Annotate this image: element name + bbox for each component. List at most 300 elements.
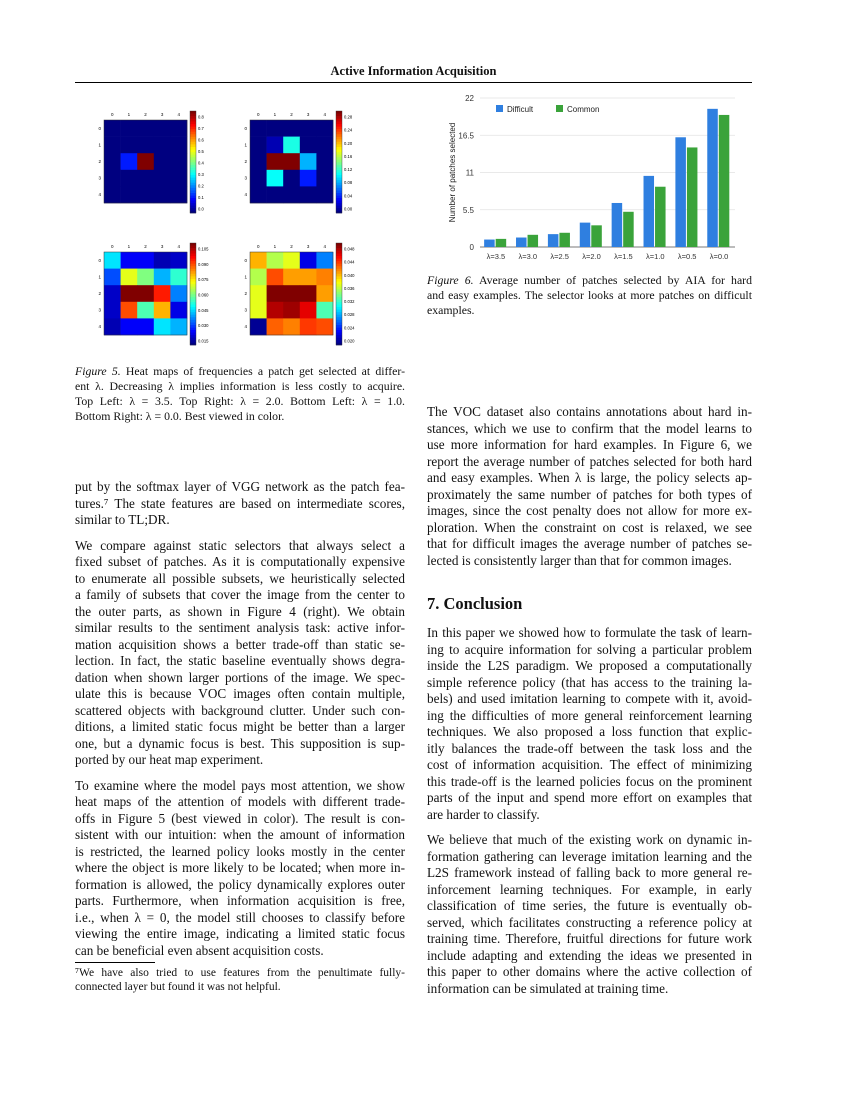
colorbar-segment [336, 149, 342, 152]
legend-label: Common [567, 105, 600, 114]
heatmap-cell [154, 285, 171, 302]
x-tick-label: 1 [273, 112, 277, 117]
y-tick-label: 0 [98, 257, 101, 263]
colorbar-segment [336, 289, 342, 292]
paragraph [75, 538, 405, 769]
colorbar-segment [336, 309, 342, 312]
colorbar-segment [190, 335, 196, 338]
colorbar-segment [336, 330, 342, 333]
colorbar-segment [190, 325, 196, 328]
colorbar-segment [336, 291, 342, 294]
paragraph [427, 832, 752, 997]
x-tick-label: 3 [306, 112, 310, 117]
colorbar-segment [336, 157, 342, 160]
heatmap-cell [283, 137, 300, 154]
colorbar-segment [190, 159, 196, 162]
colorbar-tick-label: 0.030 [198, 323, 209, 329]
heatmap-cell [250, 120, 267, 137]
text-line: inside the L2S paradigm. We proposed a computationally [427, 658, 752, 673]
colorbar-tick-label: 0.090 [198, 261, 209, 267]
bar-common [496, 239, 507, 247]
colorbar-segment [190, 147, 196, 150]
x-tick-label: 2 [144, 112, 147, 117]
heatmap-cell [250, 269, 267, 286]
colorbar-tick-label: 0.28 [344, 114, 353, 120]
text-line: We believe that much of the existing work on dynamic in- [427, 832, 752, 847]
x-tick-label: 3 [160, 112, 164, 117]
text-line: can be beneficial even absent acquisition costs. [75, 942, 324, 958]
heatmap-cell [250, 318, 267, 335]
text-line: lection. In fact, the static baseline eventually shows degra- [75, 653, 405, 668]
colorbar-segment [190, 116, 196, 119]
x-tick-label: λ=0.5 [677, 252, 697, 261]
colorbar-tick-label: 0.040 [344, 272, 355, 278]
bar-difficult [675, 137, 686, 247]
heatmap-cell [121, 170, 138, 187]
text-line: to enumerate all possible subsets, we heuristically selected [75, 570, 405, 586]
colorbar-tick-label: 0.08 [344, 180, 353, 186]
colorbar-segment [190, 149, 196, 152]
heatmap-cell [267, 252, 284, 269]
heatmap-cell [104, 252, 121, 269]
colorbar-tick-label: 0.060 [198, 292, 209, 298]
colorbar-segment [336, 276, 342, 279]
colorbar-segment [336, 294, 342, 297]
colorbar-segment [336, 165, 342, 168]
heatmap-cell [316, 137, 333, 154]
text-line: The VOC dataset also contains annotations about hard in- [427, 404, 752, 419]
heatmap-cell [104, 186, 121, 203]
colorbar-segment [190, 263, 196, 266]
heatmap-cell [121, 153, 138, 170]
text-line: sistent with our intuition: when the amount of information [75, 827, 405, 842]
colorbar-segment [336, 124, 342, 127]
heatmap-cell [170, 318, 187, 335]
colorbar-segment [336, 327, 342, 330]
colorbar-segment [190, 307, 196, 310]
figure-6-bar-chart [440, 85, 760, 270]
bar-difficult [548, 234, 559, 247]
heatmap-top-right [244, 111, 352, 213]
heatmap-cell [250, 252, 267, 269]
heatmap-cell [137, 285, 154, 302]
colorbar-tick-label: 0.020 [344, 338, 355, 344]
text-line: information can be simulated at training time. [427, 980, 669, 996]
heatmap-cell [104, 318, 121, 335]
colorbar-segment [190, 203, 196, 206]
text-line: a family of subsets that cover the image from the center to [75, 587, 405, 602]
heatmap-cell [121, 318, 138, 335]
colorbar-segment [336, 286, 342, 289]
heatmap-cell [316, 302, 333, 319]
heatmap-cell [137, 120, 154, 137]
colorbar-segment [336, 340, 342, 343]
colorbar-segment [190, 190, 196, 193]
y-tick-label: 2 [98, 291, 101, 296]
colorbar-segment [336, 335, 342, 338]
colorbar-segment [190, 261, 196, 264]
text-line: include adapting and extending the ideas we presented in [427, 947, 752, 963]
caption-text: Heat maps of frequencies a patch get selected at differ- [125, 364, 406, 378]
caption-line: and easy examples. The selector looks at more patches on difficult [427, 288, 752, 302]
colorbar-segment [190, 162, 196, 165]
heatmap-cell [154, 120, 171, 137]
text-line: where the object is more likely to be located; when more in- [75, 860, 405, 875]
heatmap-cell [121, 269, 138, 286]
paragraph [427, 404, 752, 569]
colorbar-segment [190, 271, 196, 274]
colorbar-segment [336, 304, 342, 307]
colorbar-segment [190, 330, 196, 333]
x-tick-label: λ=3.5 [486, 252, 506, 261]
heatmap-cell [154, 269, 171, 286]
colorbar-segment [336, 266, 342, 269]
colorbar-segment [336, 190, 342, 193]
heatmap-cell [300, 137, 317, 154]
heatmap-cell [170, 269, 187, 286]
heatmap-cell [283, 285, 300, 302]
bar-common [655, 187, 666, 247]
colorbar-segment [336, 134, 342, 137]
x-tick-label: 4 [177, 244, 180, 249]
colorbar-segment [336, 172, 342, 175]
figure-6-caption [427, 273, 752, 318]
heatmap-cell [104, 120, 121, 137]
text-line: this paper to other domains where the active collection of [427, 964, 752, 979]
colorbar-segment [190, 154, 196, 157]
heatmap-cell [154, 318, 171, 335]
heatmap-cell [267, 302, 284, 319]
heatmap-cell [121, 302, 138, 319]
heatmap-cell [300, 170, 317, 187]
heatmap-cell [137, 153, 154, 170]
heatmap-cell [267, 137, 284, 154]
paragraph [75, 966, 405, 994]
x-tick-label: 0 [257, 112, 260, 117]
section-heading: 7. Conclusion [427, 594, 523, 613]
heatmap-cell [283, 170, 300, 187]
x-tick-label: 1 [127, 244, 131, 249]
colorbar-segment [336, 129, 342, 132]
colorbar-segment [190, 304, 196, 307]
heatmap-cell [154, 170, 171, 187]
y-tick-label: 4 [244, 324, 247, 330]
text-line: report the average number of patches selected for both hard [427, 453, 752, 469]
bar-common [719, 115, 730, 247]
colorbar-segment [336, 243, 342, 246]
colorbar-segment [190, 279, 196, 282]
colorbar-segment [336, 284, 342, 287]
colorbar-tick-label: 0.6 [198, 137, 204, 143]
text-line: heat maps of the attention of models with different trade- [75, 794, 405, 809]
x-tick-label: 4 [323, 112, 326, 117]
bar-common [591, 225, 602, 247]
text-line: In this paper we showed how to formulate the task of learn- [427, 625, 752, 640]
text-line: formation gathering can leverage imitation learning and the [427, 848, 752, 864]
left-column [75, 479, 405, 968]
x-tick-label: 0 [111, 244, 114, 249]
colorbar-segment [190, 198, 196, 201]
heatmap-cell [250, 170, 267, 187]
x-tick-label: 2 [290, 244, 293, 249]
heatmap-cell [154, 137, 171, 154]
text-line: lected is consistently larger than that for common images. [427, 552, 732, 568]
colorbar-tick-label: 0.8 [198, 114, 204, 120]
colorbar-segment [190, 114, 196, 117]
colorbar-segment [336, 170, 342, 173]
text-line: simple reference policy (that has access to the training la- [427, 674, 752, 690]
colorbar-segment [190, 332, 196, 335]
x-tick-label: 0 [257, 244, 260, 249]
y-tick-label: 0 [244, 257, 247, 263]
colorbar-segment [190, 121, 196, 124]
colorbar-segment [336, 269, 342, 272]
colorbar-segment [336, 159, 342, 162]
colorbar-tick-label: 0.032 [344, 299, 355, 305]
text-line: ploration. When the constraint on cost is relaxed, we see [427, 519, 752, 535]
colorbar-segment [190, 167, 196, 170]
y-tick-label: 3 [98, 307, 101, 313]
running-header: Active Information Acquisition [75, 64, 752, 83]
colorbar-segment [190, 195, 196, 198]
x-tick-label: 4 [323, 244, 326, 249]
colorbar-segment [190, 170, 196, 173]
y-tick-label: 4 [244, 192, 247, 198]
text-line: inforcement learning techniques. For example, in early [427, 881, 752, 897]
y-tick-label: 22 [465, 94, 474, 103]
figure-5-heatmaps [80, 100, 370, 360]
colorbar-segment [190, 309, 196, 312]
heatmap-cell [300, 318, 317, 335]
text-line: To examine where the model pays most attention, we show [75, 777, 405, 793]
heatmap-cell [137, 302, 154, 319]
text-line: We compare against static selectors that always select a [75, 537, 405, 553]
caption-line: examples. [427, 303, 475, 317]
colorbar-segment [190, 320, 196, 323]
heatmap-cell [283, 318, 300, 335]
colorbar-segment [190, 291, 196, 294]
text-line: ported by our heat map experiment. [75, 752, 264, 767]
text-line: is restricted, the learned policy looks mostly in the center [75, 843, 405, 859]
y-axis-label: Number of patches selected [448, 122, 457, 223]
x-tick-label: 2 [290, 112, 293, 117]
heatmap-cell [267, 269, 284, 286]
bar-difficult [580, 223, 591, 247]
colorbar-segment [336, 195, 342, 198]
colorbar-segment [190, 246, 196, 249]
colorbar-tick-label: 0.044 [344, 259, 355, 265]
colorbar-segment [336, 185, 342, 188]
colorbar-segment [190, 248, 196, 251]
colorbar-segment [336, 281, 342, 284]
colorbar-segment [190, 208, 196, 211]
text-line: ulate this is because VOC images often contain multiple, [75, 686, 405, 701]
heatmap-cell [316, 269, 333, 286]
text-line: techniques. We also proposed a loss function that explic- [427, 724, 752, 739]
colorbar-segment [190, 205, 196, 208]
legend-swatch [556, 105, 563, 112]
colorbar-tick-label: 0.24 [344, 127, 353, 133]
colorbar-segment [336, 203, 342, 206]
text-line: one, but a dynamic focus is best. This supposition is sup- [75, 735, 405, 751]
colorbar-segment [190, 314, 196, 317]
colorbar-segment [336, 253, 342, 256]
colorbar-segment [336, 302, 342, 305]
colorbar-segment [336, 126, 342, 129]
heatmap-cell [300, 186, 317, 203]
y-tick-label: 1 [244, 274, 247, 280]
x-tick-label: 3 [160, 244, 164, 249]
bar-difficult [612, 203, 623, 247]
heatmap-cell [283, 252, 300, 269]
legend-label: Difficult [507, 105, 534, 114]
text-line: fixed subset of patches. As it is computationally expensive [75, 554, 405, 569]
paragraph [75, 479, 405, 529]
colorbar-segment [190, 299, 196, 302]
bar-common [528, 235, 539, 247]
colorbar-segment [336, 198, 342, 201]
bar-common [623, 212, 634, 247]
y-tick-label: 4 [98, 192, 101, 198]
text-line: connected layer but found it was not helpful. [75, 981, 281, 993]
colorbar-segment [336, 322, 342, 325]
colorbar-segment [336, 246, 342, 249]
colorbar-segment [336, 116, 342, 119]
heatmap-cell [283, 186, 300, 203]
colorbar-segment [190, 182, 196, 185]
colorbar-tick-label: 0.024 [344, 325, 355, 331]
colorbar-segment [190, 139, 196, 142]
colorbar-tick-label: 0.015 [198, 338, 209, 344]
caption-line: Bottom Right: λ = 0.0. Best viewed in color. [75, 409, 285, 423]
colorbar-segment [190, 284, 196, 287]
caption-line [427, 273, 752, 288]
colorbar-tick-label: 0.2 [198, 183, 204, 189]
text-line: put by the softmax layer of VGG network as the patch fea- [75, 479, 405, 494]
heatmap-cell [137, 186, 154, 203]
colorbar-segment [190, 253, 196, 256]
colorbar-segment [336, 131, 342, 134]
text-line: stances, which we use to confirm that the model learns to [427, 420, 752, 436]
x-tick-label: 0 [111, 112, 114, 117]
heatmap-cell [283, 302, 300, 319]
heatmap-bottom-left [98, 243, 209, 345]
colorbar-tick-label: 0.3 [198, 172, 204, 177]
colorbar-segment [190, 142, 196, 145]
text-line: tures.⁷ The state features are based on intermediate scores, [75, 495, 405, 511]
x-tick-label: 2 [144, 244, 147, 249]
heatmap-cell [316, 285, 333, 302]
y-tick-label: 3 [98, 175, 101, 181]
heatmap-cell [137, 318, 154, 335]
x-tick-label: λ=0.0 [709, 252, 729, 261]
caption-line: ent λ. Decreasing λ implies information is less costly to acquire. [75, 379, 405, 393]
heatmaps-svg [80, 100, 370, 360]
x-tick-label: λ=1.0 [646, 252, 665, 261]
text-line: itly balances the trade-off between the task loss and the [427, 740, 752, 756]
heatmap-cell [283, 120, 300, 137]
colorbar-tick-label: 0.12 [344, 167, 353, 173]
text-line: cost of information acquisition. The effect of minimizing [427, 757, 752, 772]
bar-common [687, 147, 698, 247]
heatmap-cell [170, 137, 187, 154]
heatmap-cell [104, 153, 121, 170]
colorbar-segment [190, 286, 196, 289]
colorbar-segment [190, 297, 196, 300]
paragraph [75, 778, 405, 960]
heatmap-cell [121, 285, 138, 302]
bar-difficult [707, 109, 718, 247]
text-line: viewing the entire image, indicating a limited static focus [75, 926, 405, 941]
colorbar-segment [190, 251, 196, 254]
heatmap-cell [250, 285, 267, 302]
colorbar-tick-label: 0.028 [344, 312, 355, 318]
colorbar-segment [336, 193, 342, 196]
heatmap-cell [267, 285, 284, 302]
colorbar-segment [336, 111, 342, 114]
colorbar-segment [190, 258, 196, 261]
text-line: scattered objects with background clutter. Under such con- [75, 702, 405, 718]
legend-swatch [496, 105, 503, 112]
heatmap-cell [300, 269, 317, 286]
heatmap-cell [170, 302, 187, 319]
colorbar-segment [190, 126, 196, 129]
heatmap-cell [154, 186, 171, 203]
footnote-rule [75, 962, 155, 963]
heatmap-cell [300, 302, 317, 319]
heatmap-cell [170, 153, 187, 170]
heatmap-cell [250, 137, 267, 154]
heatmap-cell [316, 170, 333, 187]
heatmap-cell [104, 170, 121, 187]
colorbar-segment [336, 279, 342, 282]
text-line: proximately the same number of patches for both types of [427, 486, 752, 502]
colorbar-segment [336, 177, 342, 180]
heatmap-cell [283, 269, 300, 286]
y-tick-label: 2 [98, 159, 101, 164]
text-line: formation is allowed, the policy dynamically explores outer [75, 876, 405, 892]
colorbar-tick-label: 0.00 [344, 206, 353, 212]
colorbar-segment [336, 299, 342, 302]
text-line: L2S framework instead of falling back to more general re- [427, 865, 752, 880]
colorbar-segment [190, 137, 196, 140]
heatmap-cell [137, 137, 154, 154]
heatmap-cell [300, 153, 317, 170]
y-tick-label: 0 [469, 243, 474, 252]
text-line: are harder to classify. [427, 806, 540, 822]
colorbar-segment [336, 188, 342, 191]
caption-line: Top Left: λ = 3.5. Top Right: λ = 2.0. Bottom Left: λ = 1.0. [75, 394, 405, 408]
text-line: classification of time series, the future is eventually ob- [427, 898, 752, 913]
colorbar-segment [336, 200, 342, 203]
footnote [75, 966, 405, 994]
heatmap-cell [121, 120, 138, 137]
colorbar-segment [190, 177, 196, 180]
colorbar-segment [190, 185, 196, 188]
heatmap-cell [250, 153, 267, 170]
colorbar-segment [190, 322, 196, 325]
colorbar-segment [336, 152, 342, 155]
text-line: dation when shown larger portions of the image. We spec- [75, 669, 405, 685]
colorbar-segment [190, 165, 196, 168]
y-tick-label: 4 [98, 324, 101, 330]
heatmap-cell [300, 285, 317, 302]
heatmap-cell [170, 170, 187, 187]
heatmap-cell [267, 186, 284, 203]
colorbar-segment [336, 137, 342, 140]
figure-label: Figure 5. [75, 364, 121, 378]
colorbar-segment [190, 269, 196, 272]
